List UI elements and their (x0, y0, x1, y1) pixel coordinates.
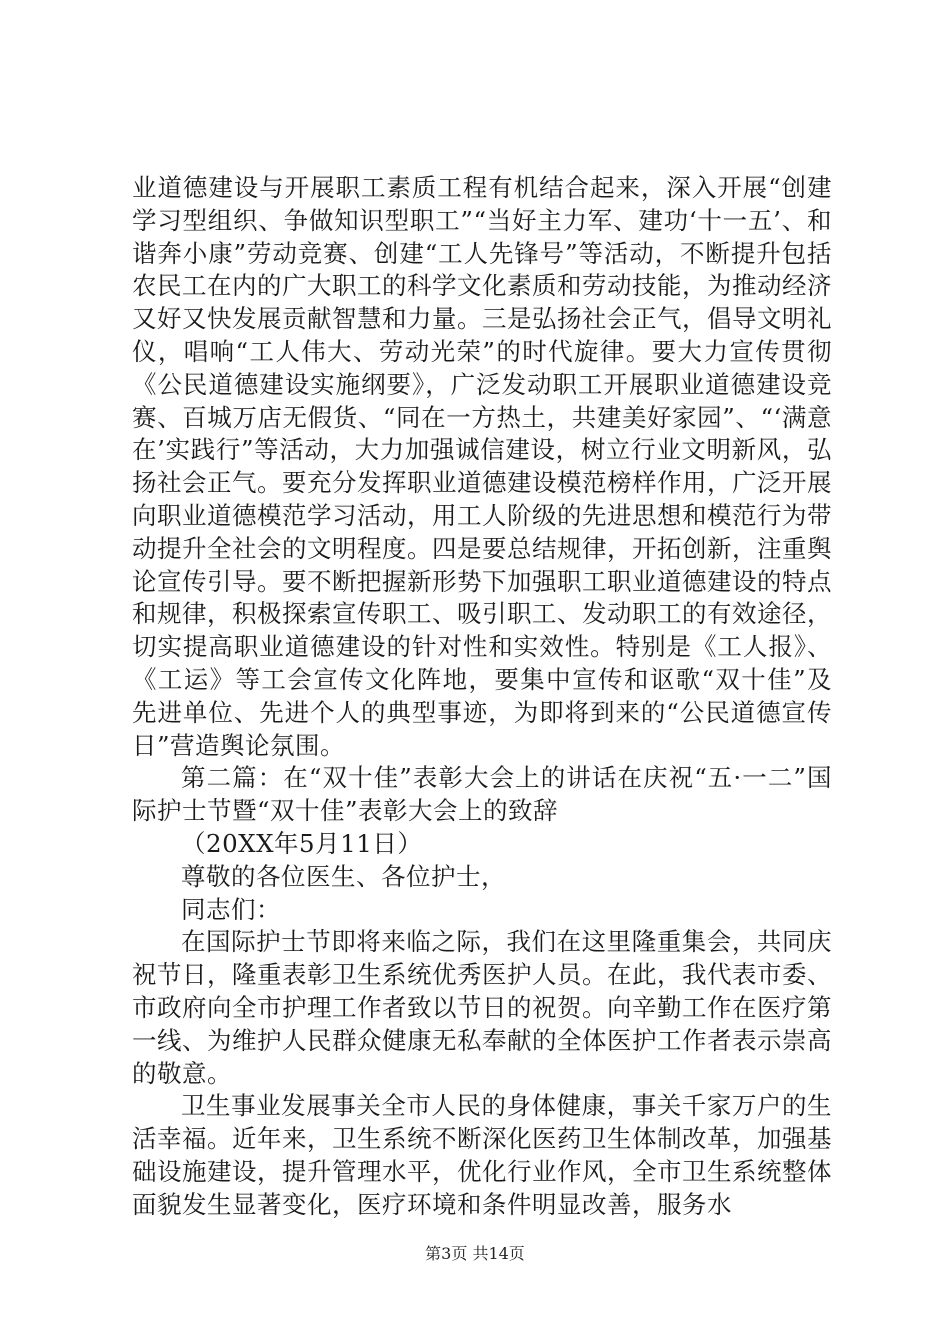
paragraph-continuation: 业道德建设与开展职工素质工程有机结合起来，深入开展“创建学习型组织、争做知识型职工”“当好主力军、建功‘十一五’、和谐奔小康”劳动竞赛、创建“工人先锋号”等活动，不断提升包括农民工在内的广大职工的科学文化素质和劳动技能，为推动经济又好又快发展贡献智慧和力量。三是弘扬社会正气，倡导文明礼仪，唱响“工人伟大、劳动光荣”的时代旋律。要大力宣传贯彻《公民道德建设实施纲要》，广泛发动职工开展职业道德建设竞赛、百城万店无假货、“同在一方热土，共建美好家园”、“‘满意在’实践行”等活动，大力加强诚信建设，树立行业文明新风，弘扬社会正气。要充分发挥职业道德建设模范榜样作用，广泛开展向职业道德模范学习活动，用工人阶级的先进思想和模范行为带动提升全社会的文明程度。四是要总结规律，开拓创新，注重舆论宣传引导。要不断把握新形势下加强职工职业道德建设的特点和规律，积极探索宣传职工、吸引职工、发动职工的有效途径，切实提高职业道德建设的针对性和实效性。特别是《工人报》、《工运》等工会宣传文化阵地，要集中宣传和讴歌“双十佳”及先进单位、先进个人的典型事迹，为即将到来的“公民道德宣传日”营造舆论氛围。 (132, 173, 832, 760)
paragraph-opening: 在国际护士节即将来临之际，我们在这里隆重集会，共同庆祝节日，隆重表彰卫生系统优秀医护人员。在此，我代表市委、市政府向全市护理工作者致以节日的祝贺。向辛勤工作在医疗第一线、为维护人民群众健康无私奉献的全体医护工作者表示崇高的敬意。 (132, 927, 832, 1088)
salutation: 尊敬的各位医生、各位护士， (181, 861, 506, 891)
document-body (132, 172, 832, 1222)
section-heading: 第二篇：在“双十佳”表彰大会上的讲话在庆祝“五·一二”国际护士节暨“双十佳”表彰大会上的致辞 (132, 763, 832, 826)
speech-date: （20XX年5月11日） (181, 828, 423, 858)
salutation-comrades: 同志们： (181, 894, 281, 924)
page-footer: 第3页 共14页 (425, 1244, 525, 1263)
paragraph-health: 卫生事业发展事关全市人民的身体健康，事关千家万户的生活幸福。近年来，卫生系统不断深化医药卫生体制改革，加强基础设施建设，提升管理水平，优化行业作风，全市卫生系统整体面貌发生显著变化，医疗环境和条件明显改善，服务水 (132, 1091, 832, 1219)
